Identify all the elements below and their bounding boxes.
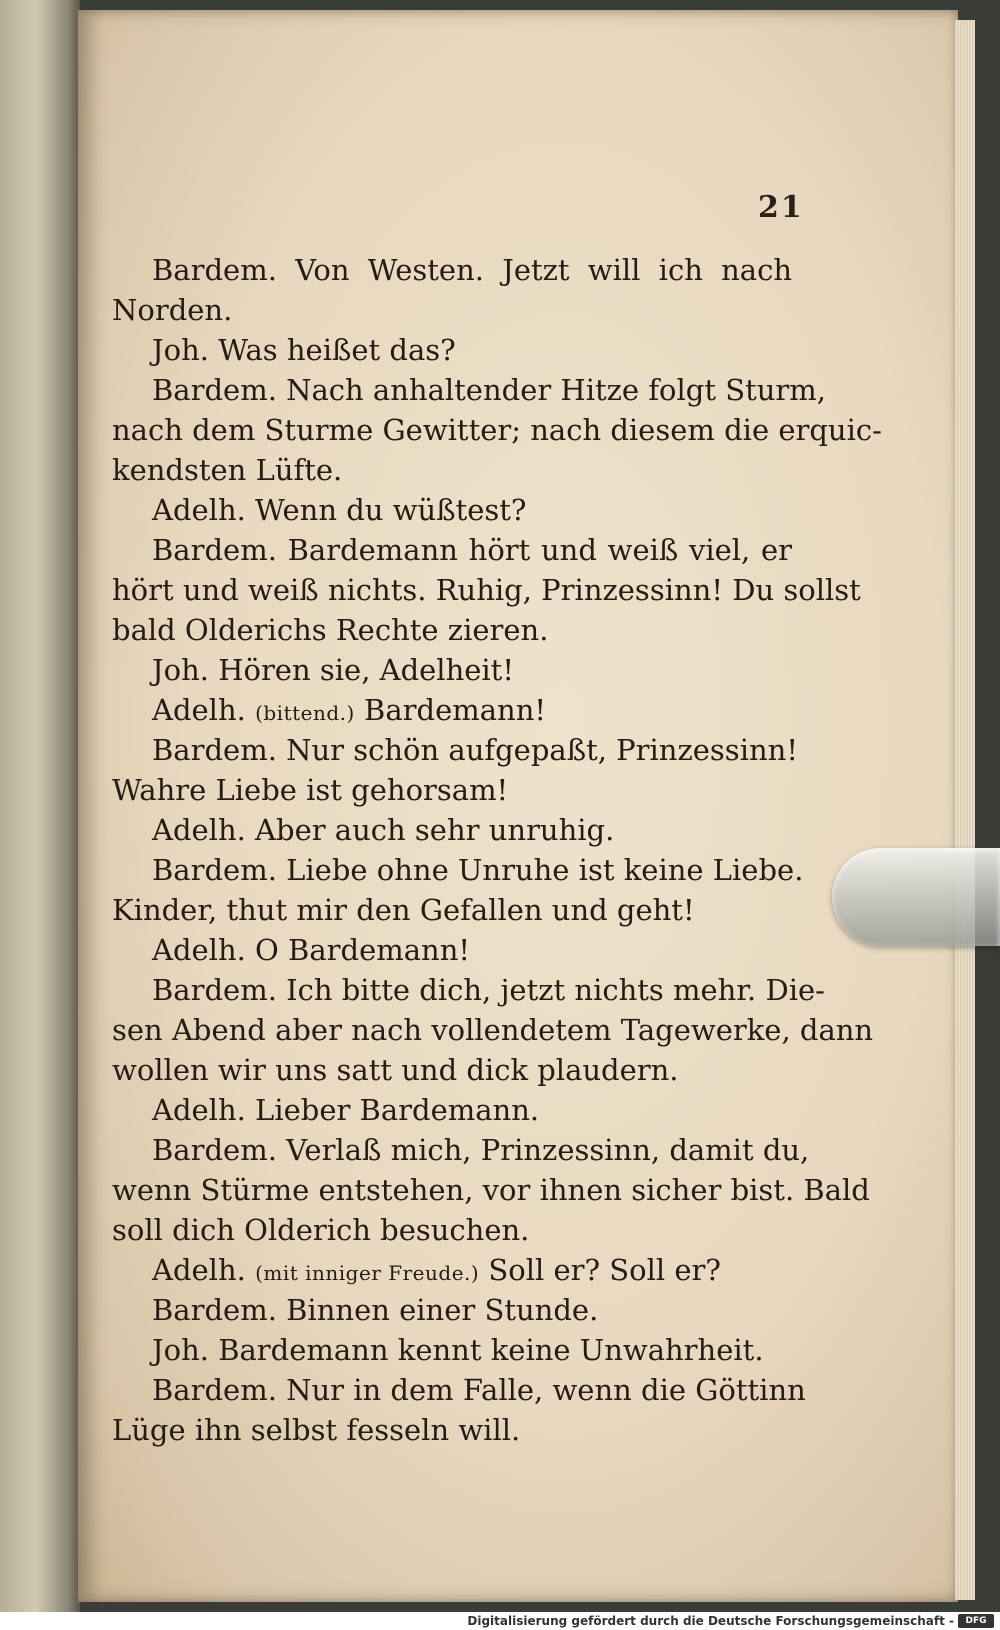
funding-credit: Digitalisierung gefördert durch die Deutsche Forschungsgemeinschaft - bbox=[467, 1614, 954, 1628]
text-line: Norden. bbox=[112, 293, 233, 327]
text-line: sen Abend aber nach vollendetem Tagewerke, dann bbox=[112, 1013, 874, 1047]
text-line: kendsten Lüfte. bbox=[112, 453, 343, 487]
text-line: Bardem. Nach anhaltender Hitze folgt Sturm, bbox=[152, 373, 826, 407]
text-line: Bardem. Bardemann hört und weiß viel, er bbox=[152, 533, 792, 567]
text-line: Joh. Hören sie, Adelheit! bbox=[152, 653, 514, 687]
text-line: Bardem. Liebe ohne Unruhe ist keine Liebe. bbox=[152, 853, 804, 887]
text-line: Bardem. Nur in dem Falle, wenn die Göttinn bbox=[152, 1373, 806, 1407]
text-line: Adelh. Aber auch sehr unruhig. bbox=[152, 813, 615, 847]
speaker-name: Adelh. bbox=[152, 1253, 246, 1287]
text-line: Bardem. Ich bitte dich, jetzt nichts mehr. Die- bbox=[152, 973, 825, 1007]
stage-direction: (mit inniger Freude.) bbox=[255, 1261, 480, 1285]
text-line: nach dem Sturme Gewitter; nach diesem die erquic- bbox=[112, 413, 882, 447]
dfg-logo: DFG bbox=[958, 1614, 994, 1628]
text-line bbox=[112, 1250, 792, 1290]
text-line: Kinder, thut mir den Gefallen und geht! bbox=[112, 893, 695, 927]
text-line: soll dich Olderich besuchen. bbox=[112, 1213, 530, 1247]
text-line: bald Olderichs Rechte zieren. bbox=[112, 613, 549, 647]
digitization-footer bbox=[0, 1612, 1000, 1630]
dialogue-text: Soll er? Soll er? bbox=[488, 1253, 721, 1287]
facing-page-edge bbox=[0, 0, 80, 1612]
text-line: Lüge ihn selbst fesseln will. bbox=[112, 1413, 521, 1447]
page-stack-edge bbox=[955, 20, 975, 1600]
dialogue-text: Bardemann! bbox=[364, 693, 547, 727]
text-line: wollen wir uns satt und dick plaudern. bbox=[112, 1053, 679, 1087]
speaker-name: Adelh. bbox=[152, 693, 246, 727]
page-text bbox=[112, 250, 882, 1450]
page-holder-clip bbox=[832, 848, 1000, 946]
text-line: Bardem. Von Westen. Jetzt will ich nach bbox=[152, 253, 792, 287]
text-line: Adelh. O Bardemann! bbox=[152, 933, 471, 967]
text-line: Bardem. Nur schön aufgepaßt, Prinzessinn! bbox=[152, 733, 798, 767]
text-line: Adelh. Wenn du wüßtest? bbox=[152, 493, 527, 527]
text-line: Bardem. Verlaß mich, Prinzessinn, damit du, bbox=[152, 1133, 810, 1167]
text-line: hört und weiß nichts. Ruhig, Prinzessinn! Du sollst bbox=[112, 573, 861, 607]
text-line: Wahre Liebe ist gehorsam! bbox=[112, 773, 509, 807]
stage-direction: (bittend.) bbox=[255, 701, 355, 725]
text-line: Joh. Bardemann kennt keine Unwahrheit. bbox=[152, 1333, 764, 1367]
text-line: Adelh. Lieber Bardemann. bbox=[152, 1093, 540, 1127]
text-line: Joh. Was heißet das? bbox=[152, 333, 456, 367]
text-line: wenn Stürme entstehen, vor ihnen sicher bist. Bald bbox=[112, 1173, 870, 1207]
text-line: Bardem. Binnen einer Stunde. bbox=[152, 1293, 599, 1327]
page-number: 21 bbox=[758, 190, 804, 225]
text-line bbox=[112, 690, 792, 730]
